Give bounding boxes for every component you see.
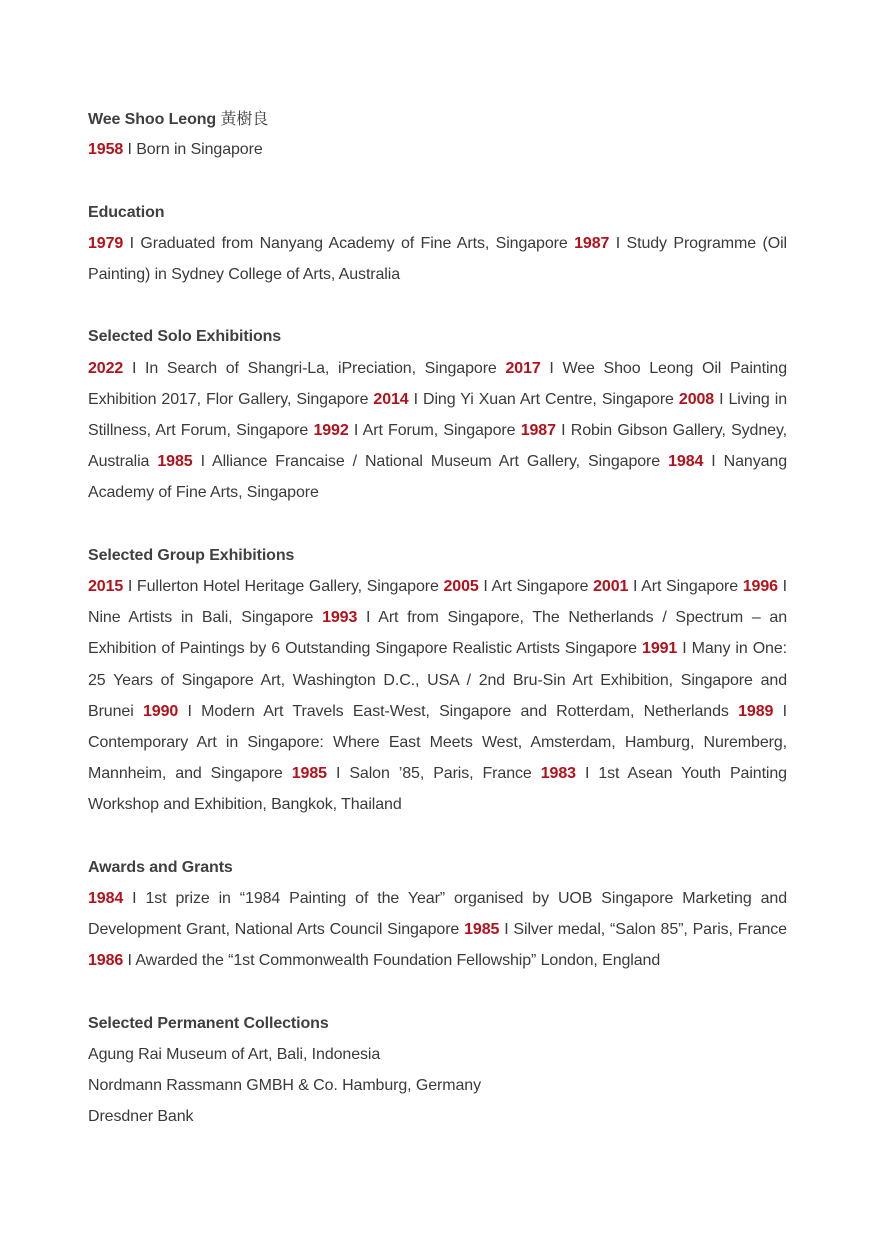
education-paragraph — [88, 228, 787, 290]
birth-year: 1958 — [88, 141, 124, 159]
entry-year: 1983 — [540, 765, 576, 783]
entry-text: I Salon ’85, Paris, France — [326, 765, 541, 783]
entry-year: 1989 — [738, 702, 774, 720]
entry-text: I Nanyang Academy of Fine Arts, Singapore — [88, 453, 787, 502]
entry-year: 2022 — [88, 359, 124, 377]
entry-text: I Art Singapore — [478, 577, 594, 595]
entry-text: I Study Programme (Oil Painting) in Sydney College of Arts, Australia — [88, 234, 787, 283]
section-heading-education: Education — [88, 203, 165, 221]
entry-text: I Ding Yi Xuan Art Centre, Singapore — [408, 390, 679, 408]
entry-text: I Graduated from Nanyang Academy of Fine Arts, Singapore — [123, 234, 575, 252]
entry-text: I Nine Artists in Bali, Singapore — [88, 577, 787, 627]
entry-text: I 1st Asean Youth Painting Workshop and Exhibition, Bangkok, Thailand — [88, 765, 787, 814]
section-heading-awards: Awards and Grants — [88, 858, 233, 876]
artist-chinese-name: 黃樹良 — [220, 109, 269, 128]
solo-exhibitions-paragraph — [88, 353, 787, 509]
collection-item: Agung Rai Museum of Art, Bali, Indonesia — [88, 1045, 381, 1063]
entry-year: 1986 — [88, 952, 124, 970]
section-heading-solo-exhibitions: Selected Solo Exhibitions — [88, 328, 282, 346]
entry-year: 1991 — [642, 640, 678, 658]
entry-year: 1987 — [574, 234, 610, 252]
entry-text: I Robin Gibson Gallery, Sydney, Australia — [88, 421, 787, 471]
artist-name: Wee Shoo Leong — [88, 111, 217, 128]
entry-year: 2001 — [593, 577, 629, 595]
biography-document — [88, 103, 787, 1133]
entry-text: I Fullerton Hotel Heritage Gallery, Singapore — [123, 577, 444, 595]
awards-paragraph — [88, 883, 787, 977]
group-exhibitions-paragraph — [88, 571, 787, 821]
section-heading-group-exhibitions: Selected Group Exhibitions — [88, 546, 295, 564]
entry-year: 2014 — [373, 390, 409, 408]
entry-year: 1993 — [322, 609, 358, 627]
entry-year: 1985 — [291, 765, 327, 783]
entry-year: 1984 — [88, 889, 124, 907]
entry-text: I Alliance Francaise / National Museum Art Gallery, Singapore — [192, 453, 669, 471]
entry-text: I Contemporary Art in Singapore: Where East Meets West, Amsterdam, Hamburg, Nuremberg, Mannheim, and Singapore — [88, 702, 787, 783]
birth-text: I Born in Singapore — [123, 141, 263, 159]
entry-text: I In Search of Shangri-La, iPreciation, Singapore — [123, 359, 506, 377]
entry-text: I Many in One: 25 Years of Singapore Art, Washington D.C., USA / 2nd Bru-Sin Art Exhibition, Singapore and Brunei — [88, 640, 787, 720]
entry-year: 1987 — [520, 421, 556, 439]
entry-year: 1984 — [668, 453, 704, 471]
entry-text: I Living in Stillness, Art Forum, Singapore — [88, 390, 787, 439]
collection-item: Dresdner Bank — [88, 1108, 194, 1126]
birth-line — [88, 134, 787, 165]
entry-text: I Art from Singapore, The Netherlands / Spectrum – an Exhibition of Paintings by 6 Outstanding Singapore Realistic Artists Singapore — [88, 609, 787, 658]
entry-year: 1992 — [313, 421, 349, 439]
entry-year: 1985 — [464, 921, 500, 939]
entry-text: I Art Forum, Singapore — [348, 421, 521, 439]
entry-year: 1985 — [157, 453, 193, 471]
entry-text: I Art Singapore — [628, 577, 743, 595]
entry-year: 1979 — [88, 234, 124, 252]
entry-year: 1996 — [742, 577, 778, 595]
artist-name-heading — [88, 103, 787, 134]
collection-item: Nordmann Rassmann GMBH & Co. Hamburg, Germany — [88, 1077, 481, 1095]
entry-year: 2005 — [443, 577, 479, 595]
entry-text: I Awarded the “1st Commonwealth Foundation Fellowship” London, England — [123, 952, 661, 970]
entry-text: I Silver medal, “Salon 85”, Paris, France — [499, 921, 787, 939]
entry-text: I Wee Shoo Leong Oil Painting Exhibition 2017, Flor Gallery, Singapore — [88, 359, 787, 408]
entry-year: 2008 — [678, 390, 715, 408]
entry-year: 2017 — [505, 359, 541, 377]
entry-year: 2015 — [88, 577, 124, 595]
entry-year: 1990 — [142, 702, 179, 720]
entry-text: I Modern Art Travels East-West, Singapore and Rotterdam, Netherlands — [178, 702, 739, 720]
entry-text: I 1st prize in “1984 Painting of the Year” organised by UOB Singapore Marketing and Development Grant, National Arts Council Singapore — [88, 889, 787, 939]
section-heading-collections: Selected Permanent Collections — [88, 1014, 329, 1032]
